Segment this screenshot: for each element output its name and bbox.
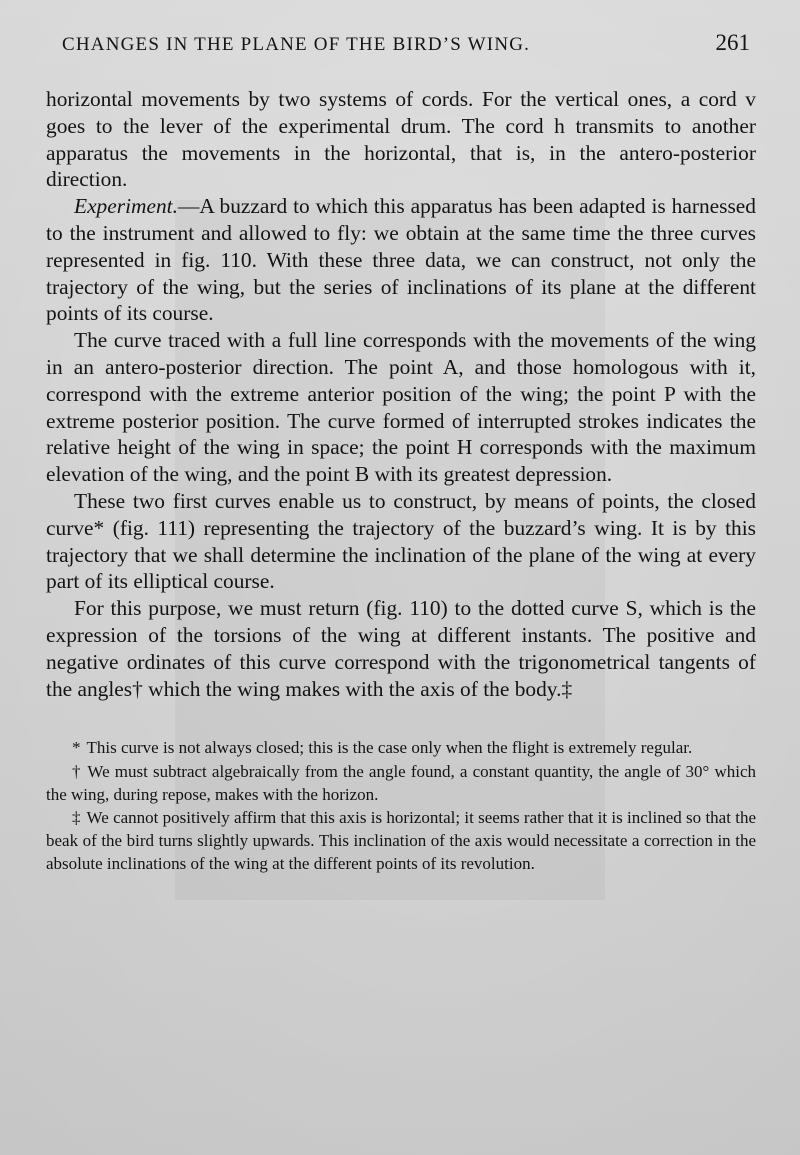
footnote-1-text: This curve is not always closed; this is the case only when the flight is extremely regular. (86, 738, 693, 758)
footnotes (46, 736, 756, 875)
footnote-1-mark: * (72, 738, 81, 758)
footnote-2 (46, 760, 756, 806)
running-head: CHANGES IN THE PLANE OF THE BIRD’S WING. (62, 34, 531, 55)
footnote-2-mark: † (72, 761, 82, 781)
page-header (46, 30, 756, 74)
footnote-3 (46, 806, 756, 876)
paragraph-2 (46, 193, 756, 327)
paragraph-4: These two first curves enable us to construct, by means of points, the closed curve* (fig. 111) representing the trajectory of the buzzard’s wing. It is by this trajectory that we shall determine the inclination of the plane of the wing at every part of its elliptical course. (46, 488, 756, 594)
page-number: 261 (715, 30, 750, 55)
footnote-2-text: We must subtract algebraically from the angle found, a constant quantity, the angle of 30° which the wing, during repose, makes with the horizon. (46, 761, 756, 804)
body-text (46, 86, 756, 702)
paragraph-2-text: —A buzzard to which this apparatus has been adapted is harnessed to the instrument and allowed to fly: we obtain at the same time the three curves represented in fig. 110. With these three data, we can construct, not only the trajectory of the wing, but the series of inclinations of its plane at the different points of its course. (46, 194, 756, 326)
paragraph-3: The curve traced with a full line corresponds with the movements of the wing in an antero-posterior direction. The point A, and those homologous with it, correspond with the extreme anterior position of the wing; the point P with the extreme posterior position. The curve formed of interrupted strokes indicates the relative height of the wing in space; the point H corresponds with the maximum elevation of the wing, and the point B with its greatest depression. (46, 328, 756, 487)
footnote-1 (46, 736, 756, 759)
experiment-lead: Experiment. (74, 194, 178, 219)
paragraph-1: horizontal movements by two systems of cords. For the vertical ones, a cord v goes to the lever of the experimental drum. The cord h transmits to another apparatus the movements in the horizontal, that is, in the antero-posterior direction. (46, 87, 756, 192)
footnote-3-text: We cannot positively affirm that this axis is horizontal; it seems rather that it is inclined so that the beak of the bird turns slightly upwards. This inclination of the axis would necessitate a correction in the absolute inclinations of the wing at the different points of its revolution. (46, 807, 756, 874)
footnote-3-mark: ‡ (72, 807, 81, 827)
paragraph-5: For this purpose, we must return (fig. 110) to the dotted curve S, which is the expression of the torsions of the wing at different instants. The positive and negative ordinates of this curve correspond with the trigonometrical tangents of the angles† which the wing makes with the axis of the body.‡ (46, 596, 756, 701)
